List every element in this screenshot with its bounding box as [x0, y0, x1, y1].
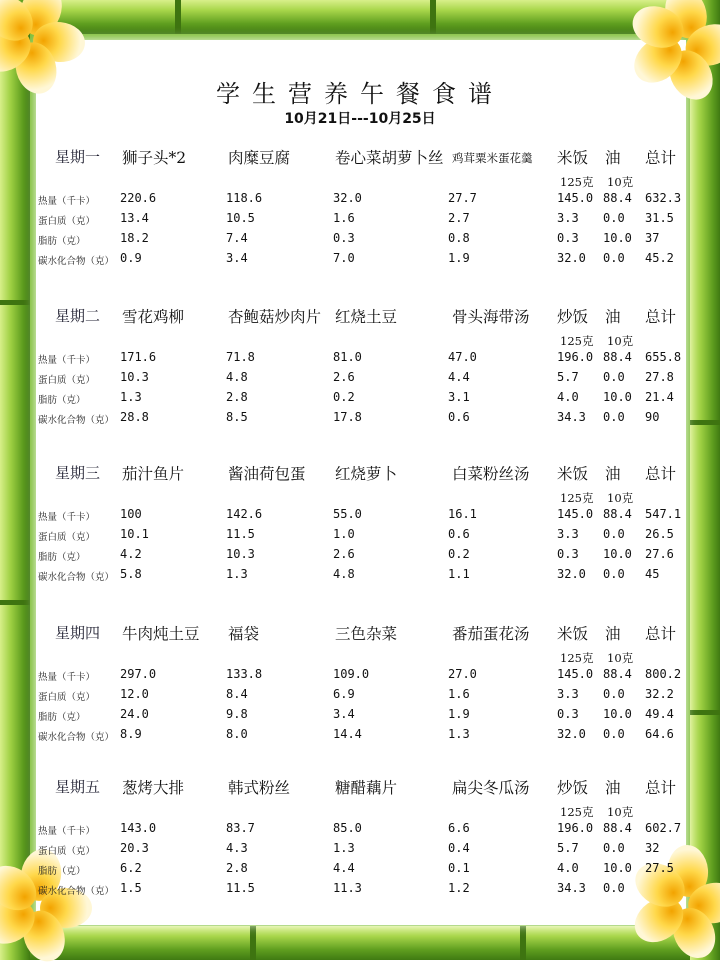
nutrient-value: 85.0: [333, 821, 362, 835]
total-label: 总计: [645, 779, 677, 797]
nutrient-value: 0.2: [333, 390, 355, 404]
nutrient-value: 0.0: [603, 881, 625, 895]
nutrient-value: 18.2: [120, 231, 149, 245]
day-label: 星期四: [55, 624, 101, 642]
oil-label: 油: [605, 779, 621, 797]
nutrient-value: 45: [645, 567, 660, 581]
nutrient-value: 3.3: [557, 687, 579, 701]
staple-name: 米饭: [557, 465, 589, 483]
oil-weight: 10克: [607, 491, 634, 505]
nutrient-value: 20.3: [120, 841, 149, 855]
nutrient-value: 1.5: [120, 881, 142, 895]
staple-weight: 125克: [560, 805, 594, 819]
nutrient-value: 8.0: [226, 727, 248, 741]
nutrient-value: 1.2: [448, 881, 470, 895]
nutrient-value: 2.8: [226, 861, 248, 875]
nutrient-value: 145.0: [557, 191, 594, 205]
nutrient-label: 碳水化合物（克）: [38, 886, 115, 897]
nutrient-label: 碳水化合物（克）: [38, 572, 115, 583]
nutrient-value: 10.3: [226, 547, 255, 561]
dish-name: 茄汁鱼片: [122, 465, 185, 483]
nutrient-value: 1.6: [448, 687, 470, 701]
bamboo-left: [0, 0, 30, 960]
nutrient-value: 8.9: [120, 727, 142, 741]
nutrient-value: 27.5: [645, 861, 674, 875]
total-label: 总计: [645, 625, 677, 643]
day-label: 星期五: [55, 778, 101, 796]
nutrient-value: 88.4: [603, 191, 632, 205]
nutrient-value: 0.0: [603, 527, 625, 541]
dish-name: 骨头海带汤: [452, 308, 530, 326]
dish-name: 雪花鸡柳: [122, 308, 185, 326]
nutrient-value: 81.0: [333, 350, 362, 364]
nutrient-value: 800.2: [645, 667, 682, 681]
day-label: 星期三: [55, 464, 101, 482]
nutrient-label: 脂肪（克）: [38, 395, 86, 406]
nutrient-value: 6.6: [448, 821, 470, 835]
nutrient-value: 0.0: [603, 687, 625, 701]
staple-weight: 125克: [560, 651, 594, 665]
nutrient-label: 蛋白质（克）: [38, 692, 96, 703]
nutrient-value: 2.7: [448, 211, 470, 225]
nutrient-value: 0.3: [333, 231, 355, 245]
nutrient-value: 47.0: [448, 350, 477, 364]
nutrient-value: 2.6: [333, 370, 355, 384]
nutrient-value: 37: [645, 231, 660, 245]
staple-weight: 125克: [560, 334, 594, 348]
nutrient-value: 171.6: [120, 350, 157, 364]
oil-label: 油: [605, 308, 621, 326]
nutrient-value: 0.3: [557, 547, 579, 561]
nutrient-value: 27.8: [645, 370, 674, 384]
nutrient-label: 蛋白质（克）: [38, 216, 96, 227]
dish-name: 番茄蛋花汤: [452, 625, 530, 643]
nutrient-value: 196.0: [557, 821, 594, 835]
nutrient-value: 0.0: [603, 727, 625, 741]
nutrient-value: 88.4: [603, 350, 632, 364]
dish-name: 葱烤大排: [122, 779, 185, 797]
oil-label: 油: [605, 465, 621, 483]
nutrient-value: 4.8: [226, 370, 248, 384]
nutrient-label: 碳水化合物（克）: [38, 256, 115, 267]
oil-weight: 10克: [607, 805, 634, 819]
nutrient-value: 10.0: [603, 390, 632, 404]
nutrient-value: 10.5: [226, 211, 255, 225]
nutrient-value: 32.0: [333, 191, 362, 205]
nutrient-value: 32: [645, 841, 660, 855]
nutrient-value: 9.8: [226, 707, 248, 721]
nutrient-value: 71.8: [226, 350, 255, 364]
day-label: 星期一: [55, 148, 101, 166]
nutrient-value: 655.8: [645, 350, 682, 364]
nutrient-value: 3.1: [448, 390, 470, 404]
nutrient-value: 28.8: [120, 410, 149, 424]
bamboo-right: [690, 0, 720, 960]
nutrient-value: 220.6: [120, 191, 157, 205]
nutrient-value: 0.3: [557, 231, 579, 245]
nutrient-value: 0.0: [603, 211, 625, 225]
total-label: 总计: [645, 308, 677, 326]
staple-weight: 125克: [560, 175, 594, 189]
nutrient-label: 热量（千卡）: [38, 196, 96, 207]
nutrient-value: 109.0: [333, 667, 370, 681]
nutrient-value: 24.0: [120, 707, 149, 721]
nutrient-value: 32.0: [557, 567, 586, 581]
nutrient-value: 5.7: [557, 841, 579, 855]
nutrient-label: 蛋白质（克）: [38, 846, 96, 857]
dish-name: 三色杂菜: [335, 625, 398, 643]
dish-name: 酱油荷包蛋: [228, 465, 306, 483]
nutrient-value: 118.6: [226, 191, 263, 205]
nutrient-value: 0.1: [448, 861, 470, 875]
nutrient-value: 13.4: [120, 211, 149, 225]
bamboo-node: [430, 0, 436, 34]
nutrient-value: 297.0: [120, 667, 157, 681]
nutrient-label: 脂肪（克）: [38, 866, 86, 877]
dish-name: 牛肉炖土豆: [122, 625, 200, 643]
nutrient-value: 0.6: [448, 410, 470, 424]
nutrient-value: 8.5: [226, 410, 248, 424]
nutrient-label: 热量（千卡）: [38, 826, 96, 837]
nutrient-value: 45.2: [645, 251, 674, 265]
nutrient-value: 100: [120, 507, 142, 521]
nutrient-value: 4.4: [333, 861, 355, 875]
nutrient-value: 0.0: [603, 841, 625, 855]
nutrient-value: 64.6: [645, 727, 674, 741]
nutrient-value: 1.9: [448, 251, 470, 265]
dish-name: 糖醋藕片: [335, 779, 398, 797]
oil-label: 油: [605, 625, 621, 643]
nutrient-value: 4.8: [333, 567, 355, 581]
dish-name: 福袋: [228, 625, 260, 643]
nutrient-value: 88.4: [603, 821, 632, 835]
nutrient-value: 7.0: [333, 251, 355, 265]
dish-name: 肉糜豆腐: [228, 149, 291, 167]
total-label: 总计: [645, 149, 677, 167]
dish-name: 韩式粉丝: [228, 779, 291, 797]
nutrient-value: 0.0: [603, 251, 625, 265]
nutrient-value: 5.8: [120, 567, 142, 581]
nutrient-value: 12.0: [120, 687, 149, 701]
dish-name: 杏鲍菇炒肉片: [228, 308, 322, 326]
flower-bottom-right: [630, 845, 720, 955]
nutrient-value: 4.0: [557, 861, 579, 875]
page-title: 学生营养午餐食谱: [216, 80, 504, 108]
nutrient-value: 1.0: [333, 527, 355, 541]
dish-name: 狮子头*2: [122, 149, 187, 167]
nutrient-value: 32.0: [557, 727, 586, 741]
nutrient-value: 10.0: [603, 707, 632, 721]
nutrient-value: 14.4: [333, 727, 362, 741]
nutrient-value: 0.4: [448, 841, 470, 855]
bamboo-node: [520, 926, 526, 960]
nutrient-value: 4.0: [557, 390, 579, 404]
bamboo-node: [175, 0, 181, 34]
nutrient-value: 11.5: [226, 527, 255, 541]
nutrient-label: 热量（千卡）: [38, 355, 96, 366]
bamboo-node: [690, 420, 720, 425]
nutrient-value: 4.2: [120, 547, 142, 561]
nutrient-label: 蛋白质（克）: [38, 532, 96, 543]
nutrient-value: 11.3: [333, 881, 362, 895]
nutrient-value: 10.1: [120, 527, 149, 541]
nutrient-value: 88.4: [603, 667, 632, 681]
dish-name: 白菜粉丝汤: [452, 465, 530, 483]
dish-name: 扁尖冬瓜汤: [452, 779, 530, 797]
nutrient-value: 3.3: [557, 211, 579, 225]
nutrient-value: 4.4: [448, 370, 470, 384]
nutrient-value: 0.0: [603, 567, 625, 581]
nutrient-label: 碳水化合物（克）: [38, 732, 115, 743]
nutrient-value: 10.3: [120, 370, 149, 384]
nutrient-value: 1.3: [448, 727, 470, 741]
oil-label: 油: [605, 149, 621, 167]
nutrient-value: 27.6: [645, 547, 674, 561]
nutrient-value: 3.4: [333, 707, 355, 721]
nutrient-value: 27.7: [448, 191, 477, 205]
nutrient-value: 6.9: [333, 687, 355, 701]
oil-weight: 10克: [607, 175, 634, 189]
staple-weight: 125克: [560, 491, 594, 505]
nutrient-value: 0.3: [557, 707, 579, 721]
nutrient-value: 34.3: [557, 881, 586, 895]
nutrient-value: 49.4: [645, 707, 674, 721]
nutrient-value: 142.6: [226, 507, 263, 521]
nutrient-value: 1.9: [448, 707, 470, 721]
staple-name: 米饭: [557, 625, 589, 643]
nutrient-value: 2.6: [333, 547, 355, 561]
nutrient-label: 碳水化合物（克）: [38, 415, 115, 426]
nutrient-value: 26.5: [645, 527, 674, 541]
nutrient-label: 热量（千卡）: [38, 512, 96, 523]
nutrient-value: 10.0: [603, 861, 632, 875]
nutrient-value: 632.3: [645, 191, 682, 205]
dish-name: 卷心菜胡萝卜丝: [335, 149, 444, 167]
dish-name: 红烧萝卜: [335, 465, 398, 483]
nutrient-value: 0.0: [603, 370, 625, 384]
dish-name: 红烧土豆: [335, 308, 398, 326]
nutrient-value: 145.0: [557, 507, 594, 521]
nutrient-value: 90: [645, 410, 660, 424]
nutrient-value: 16.1: [448, 507, 477, 521]
dish-name: 鸡茸粟米蛋花羹: [452, 151, 533, 165]
nutrient-value: 27.0: [448, 667, 477, 681]
nutrient-value: 196.0: [557, 350, 594, 364]
oil-weight: 10克: [607, 334, 634, 348]
nutrient-value: 0.8: [448, 231, 470, 245]
bamboo-node: [690, 710, 720, 715]
nutrient-value: 5.7: [557, 370, 579, 384]
day-label: 星期二: [55, 307, 101, 325]
nutrient-value: 602.7: [645, 821, 682, 835]
date-range: 10月21日---10月25日: [284, 111, 436, 127]
staple-name: 炒饭: [557, 308, 589, 326]
nutrient-value: 83.7: [226, 821, 255, 835]
nutrient-value: 10.0: [603, 231, 632, 245]
nutrient-value: 133.8: [226, 667, 263, 681]
bamboo-top: [0, 0, 720, 34]
nutrient-value: 0.2: [448, 547, 470, 561]
nutrient-value: 4.3: [226, 841, 248, 855]
nutrient-value: 34.3: [557, 410, 586, 424]
nutrient-value: 0.6: [448, 527, 470, 541]
nutrient-value: 55.0: [333, 507, 362, 521]
nutrient-label: 热量（千卡）: [38, 672, 96, 683]
nutrient-value: 0.9: [120, 251, 142, 265]
nutrient-value: 143.0: [120, 821, 157, 835]
nutrient-value: 1.1: [448, 567, 470, 581]
staple-name: 炒饭: [557, 779, 589, 797]
nutrient-value: 21.4: [645, 390, 674, 404]
nutrient-label: 蛋白质（克）: [38, 375, 96, 386]
nutrient-value: 17.8: [333, 410, 362, 424]
nutrient-value: 32.2: [645, 687, 674, 701]
nutrient-value: 3.4: [226, 251, 248, 265]
nutrient-value: 10.0: [603, 547, 632, 561]
nutrient-value: 31.5: [645, 211, 674, 225]
total-label: 总计: [645, 465, 677, 483]
nutrient-label: 脂肪（克）: [38, 236, 86, 247]
bamboo-node: [0, 300, 30, 305]
nutrient-value: 1.3: [226, 567, 248, 581]
nutrient-value: 0.0: [603, 410, 625, 424]
nutrient-value: 88.4: [603, 507, 632, 521]
nutrient-value: 7.4: [226, 231, 248, 245]
nutrient-value: 1.3: [333, 841, 355, 855]
bamboo-node: [0, 600, 30, 605]
nutrient-value: 2.8: [226, 390, 248, 404]
nutrient-value: 8.4: [226, 687, 248, 701]
oil-weight: 10克: [607, 651, 634, 665]
nutrient-value: 6.2: [120, 861, 142, 875]
nutrient-value: 1.3: [120, 390, 142, 404]
nutrient-value: 547.1: [645, 507, 682, 521]
nutrient-label: 脂肪（克）: [38, 552, 86, 563]
nutrient-value: 145.0: [557, 667, 594, 681]
bamboo-bottom: [0, 926, 720, 960]
nutrient-value: 32.0: [557, 251, 586, 265]
nutrient-value: 11.5: [226, 881, 255, 895]
nutrient-value: 3.3: [557, 527, 579, 541]
staple-name: 米饭: [557, 149, 589, 167]
nutrient-label: 脂肪（克）: [38, 712, 86, 723]
nutrient-value: 1.6: [333, 211, 355, 225]
bamboo-node: [250, 926, 256, 960]
